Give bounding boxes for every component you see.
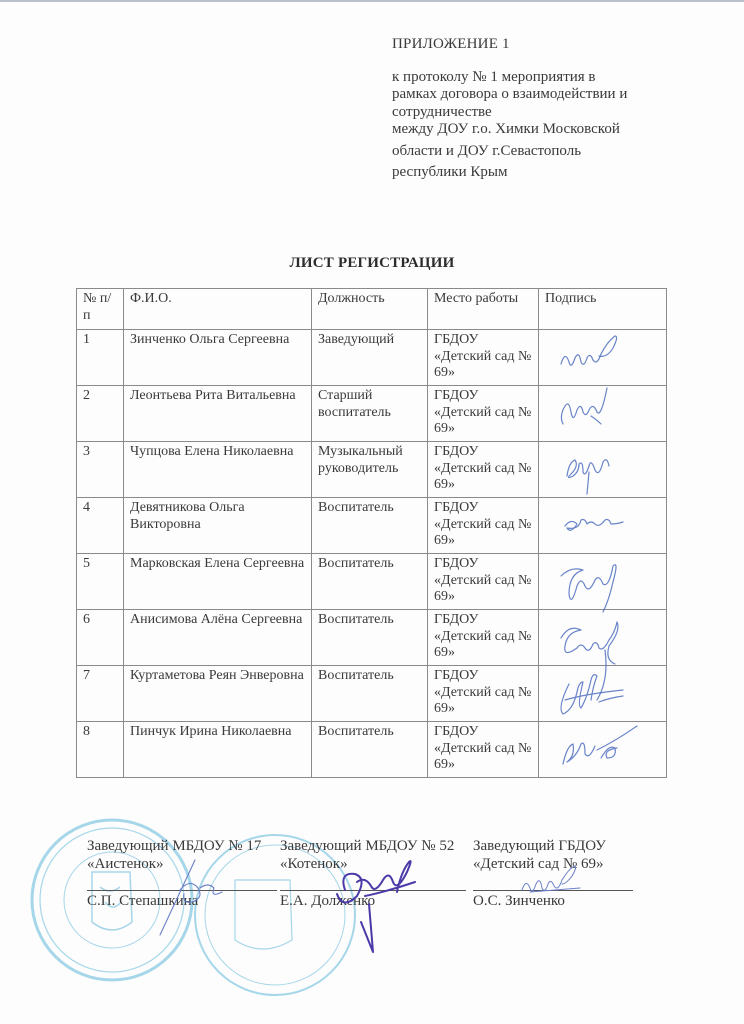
cell-num: 7 [77,666,124,722]
registration-table [76,288,667,778]
cell-name: Девятникова Ольга Викторовна [124,498,312,554]
scan-edge [0,0,744,2]
cell-name: Анисимова Алёна Сергеевна [124,610,312,666]
cell-workplace: ГБДОУ «Детский сад № 69» [428,386,539,442]
cell-workplace: ГБДОУ «Детский сад № 69» [428,722,539,778]
appendix-line: между ДОУ г.о. Химки Московской [392,121,620,137]
cell-position: Заведующий [312,330,428,386]
appendix-line: области и ДОУ г.Севастополь [392,142,582,159]
cell-name: Чупцова Елена Николаевна [124,442,312,498]
handwritten-signature [539,330,667,386]
cell-name: Пинчук Ирина Николаевна [124,722,312,778]
handwritten-signature [539,554,667,610]
table-header-row [77,289,667,330]
handwritten-signature [539,386,667,442]
cell-position: Воспитатель [312,554,428,610]
appendix-line: к протоколу № 1 мероприятия в [392,68,596,85]
table-row [77,330,667,386]
signatory-title: Заведующий ГБДОУ «Детский сад № 69» [473,838,606,872]
cell-position: Воспитатель [312,666,428,722]
handwritten-signature [539,722,667,778]
table-row [77,610,667,666]
appendix-heading: ПРИЛОЖЕНИЕ 1 [392,36,510,52]
cell-num: 6 [77,610,124,666]
cell-workplace: ГБДОУ «Детский сад № 69» [428,498,539,554]
signatory-name: О.С. Зинченко [473,893,565,909]
cell-workplace: ГБДОУ «Детский сад № 69» [428,610,539,666]
handwritten-signature-dolzhenko [325,852,425,962]
cell-position: Воспитатель [312,498,428,554]
signatory-title: Заведующий МБДОУ № 52 «Котенок» [280,838,455,872]
cell-num: 1 [77,330,124,386]
header-signature: Подпись [539,289,667,330]
header-num: № п/п [77,289,124,330]
handwritten-signature [539,498,667,554]
cell-signature [539,386,667,442]
cell-signature [539,610,667,666]
header-workplace: Место работы [428,289,539,330]
cell-num: 5 [77,554,124,610]
cell-num: 2 [77,386,124,442]
table-row [77,722,667,778]
cell-signature [539,666,667,722]
header-name: Ф.И.О. [124,289,312,330]
table-row [77,498,667,554]
appendix-block [392,36,712,182]
handwritten-signature [539,610,667,666]
cell-num: 4 [77,498,124,554]
table-row [77,442,667,498]
appendix-line: рамках договора о взаимодействии и [392,86,628,102]
cell-name: Леонтьева Рита Витальевна [124,386,312,442]
cell-num: 8 [77,722,124,778]
table-row [77,554,667,610]
handwritten-signature-stepashkina [140,850,230,940]
cell-signature [539,722,667,778]
handwritten-signature [539,442,667,498]
cell-name: Зинченко Ольга Сергеевна [124,330,312,386]
cell-position: Музыкальный руководитель [312,442,428,498]
table-row [77,666,667,722]
cell-num: 3 [77,442,124,498]
signatory-title: Заведующий МБДОУ № 17 «Аистенок» [87,838,262,872]
cell-signature [539,498,667,554]
signatory-name: Е.А. Долженко [280,893,376,909]
appendix-line: республики Крым [392,164,508,180]
cell-position: Старший воспитатель [312,386,428,442]
cell-workplace: ГБДОУ «Детский сад № 69» [428,442,539,498]
handwritten-signature [539,666,667,722]
cell-name: Куртаметова Реян Энверовна [124,666,312,722]
cell-workplace: ГБДОУ «Детский сад № 69» [428,666,539,722]
cell-signature [539,442,667,498]
cell-name: Марковская Елена Сергеевна [124,554,312,610]
header-position: Должность [312,289,428,330]
document-title: ЛИСТ РЕГИСТРАЦИИ [289,255,455,271]
cell-signature [539,330,667,386]
handwritten-signature-zinchenko [510,868,600,898]
signatory-name: С.П. Степашкина [87,893,199,909]
cell-position: Воспитатель [312,610,428,666]
cell-signature [539,554,667,610]
appendix-line: сотрудничестве [392,103,492,120]
table-row [77,386,667,442]
cell-position: Воспитатель [312,722,428,778]
cell-workplace: ГБДОУ «Детский сад № 69» [428,554,539,610]
cell-workplace: ГБДОУ «Детский сад № 69» [428,330,539,386]
